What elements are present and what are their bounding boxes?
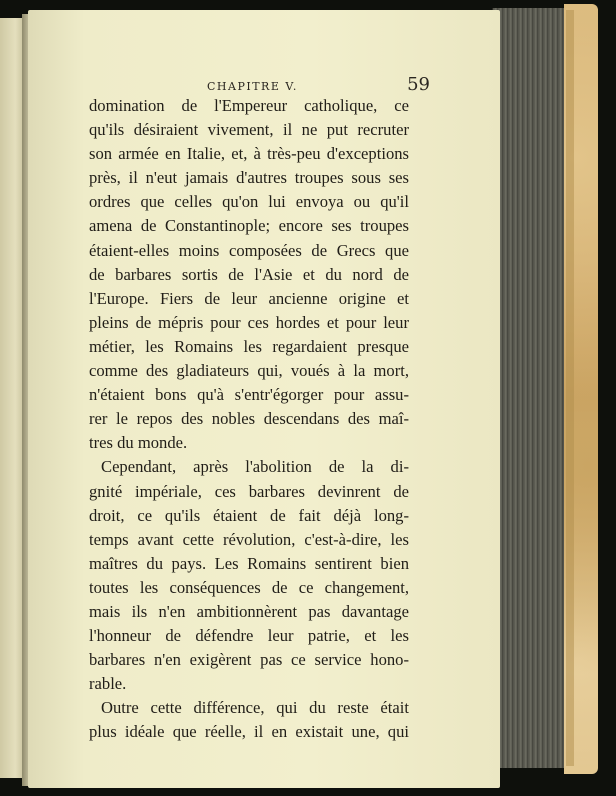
chapter-heading: CHAPITRE V. bbox=[207, 80, 298, 93]
text-line: qu'ils désiraient vivement, il ne put recruter bbox=[89, 120, 409, 140]
text-line: étaient-elles moins composées de Grecs que bbox=[89, 240, 409, 260]
body-text bbox=[89, 94, 409, 745]
running-header bbox=[62, 70, 442, 96]
text-line: de barbares sortis de l'Asie et du nord de bbox=[89, 264, 409, 284]
text-line: gnité impériale, ces barbares devinrent de bbox=[89, 481, 409, 501]
text-line: mais ils n'en ambitionnèrent pas davantage bbox=[89, 601, 409, 621]
paragraph-end-line: tres du monde. bbox=[89, 433, 188, 453]
text-line: maîtres du pays. Les Romains sentirent bien bbox=[89, 553, 409, 573]
text-line: barbares n'en exigèrent pas ce service hono- bbox=[89, 650, 409, 670]
text-line: métier, les Romains les regardaient presque bbox=[89, 336, 409, 356]
text-line: pleins de mépris pour ces hordes et pour leur bbox=[89, 312, 409, 332]
text-line: amena de Constantinople; encore ses troupes bbox=[89, 216, 409, 236]
paragraph-first-line: Cependant, après l'abolition de la di- bbox=[101, 457, 409, 477]
text-line: temps avant cette révolution, c'est-à-dire, les bbox=[89, 529, 409, 549]
text-line: son armée en Italie, et, à très-peu d'exceptions bbox=[89, 144, 409, 164]
text-line: toutes les conséquences de ce changement, bbox=[89, 577, 409, 597]
text-line: plus idéale que réelle, il en existait une, qui bbox=[89, 722, 409, 742]
text-line: droit, ce qu'ils étaient de fait déjà long- bbox=[89, 505, 409, 525]
page-block-edges bbox=[492, 8, 567, 768]
text-line: rer le repos des nobles descendans des maî- bbox=[89, 409, 409, 429]
paragraph-end-line: rable. bbox=[89, 674, 127, 694]
text-line: domination de l'Empereur catholique, ce bbox=[89, 96, 409, 115]
text-line: ordres que celles qu'on lui envoya ou qu'il bbox=[89, 192, 409, 212]
text-line: comme des gladiateurs qui, voués à la mort, bbox=[89, 361, 409, 381]
text-line: près, il n'eut jamais d'autres troupes sous ses bbox=[89, 168, 409, 188]
text-line: l'Europe. Fiers de leur ancienne origine et bbox=[89, 288, 409, 308]
page-number: 59 bbox=[407, 74, 430, 95]
text-line: n'étaient bons qu'à s'entr'égorger pour assu- bbox=[89, 385, 409, 405]
text-line: l'honneur de défendre leur patrie, et les bbox=[89, 626, 409, 646]
cover-shadow bbox=[566, 10, 574, 766]
paragraph-first-line: Outre cette différence, qui du reste était bbox=[101, 698, 409, 718]
